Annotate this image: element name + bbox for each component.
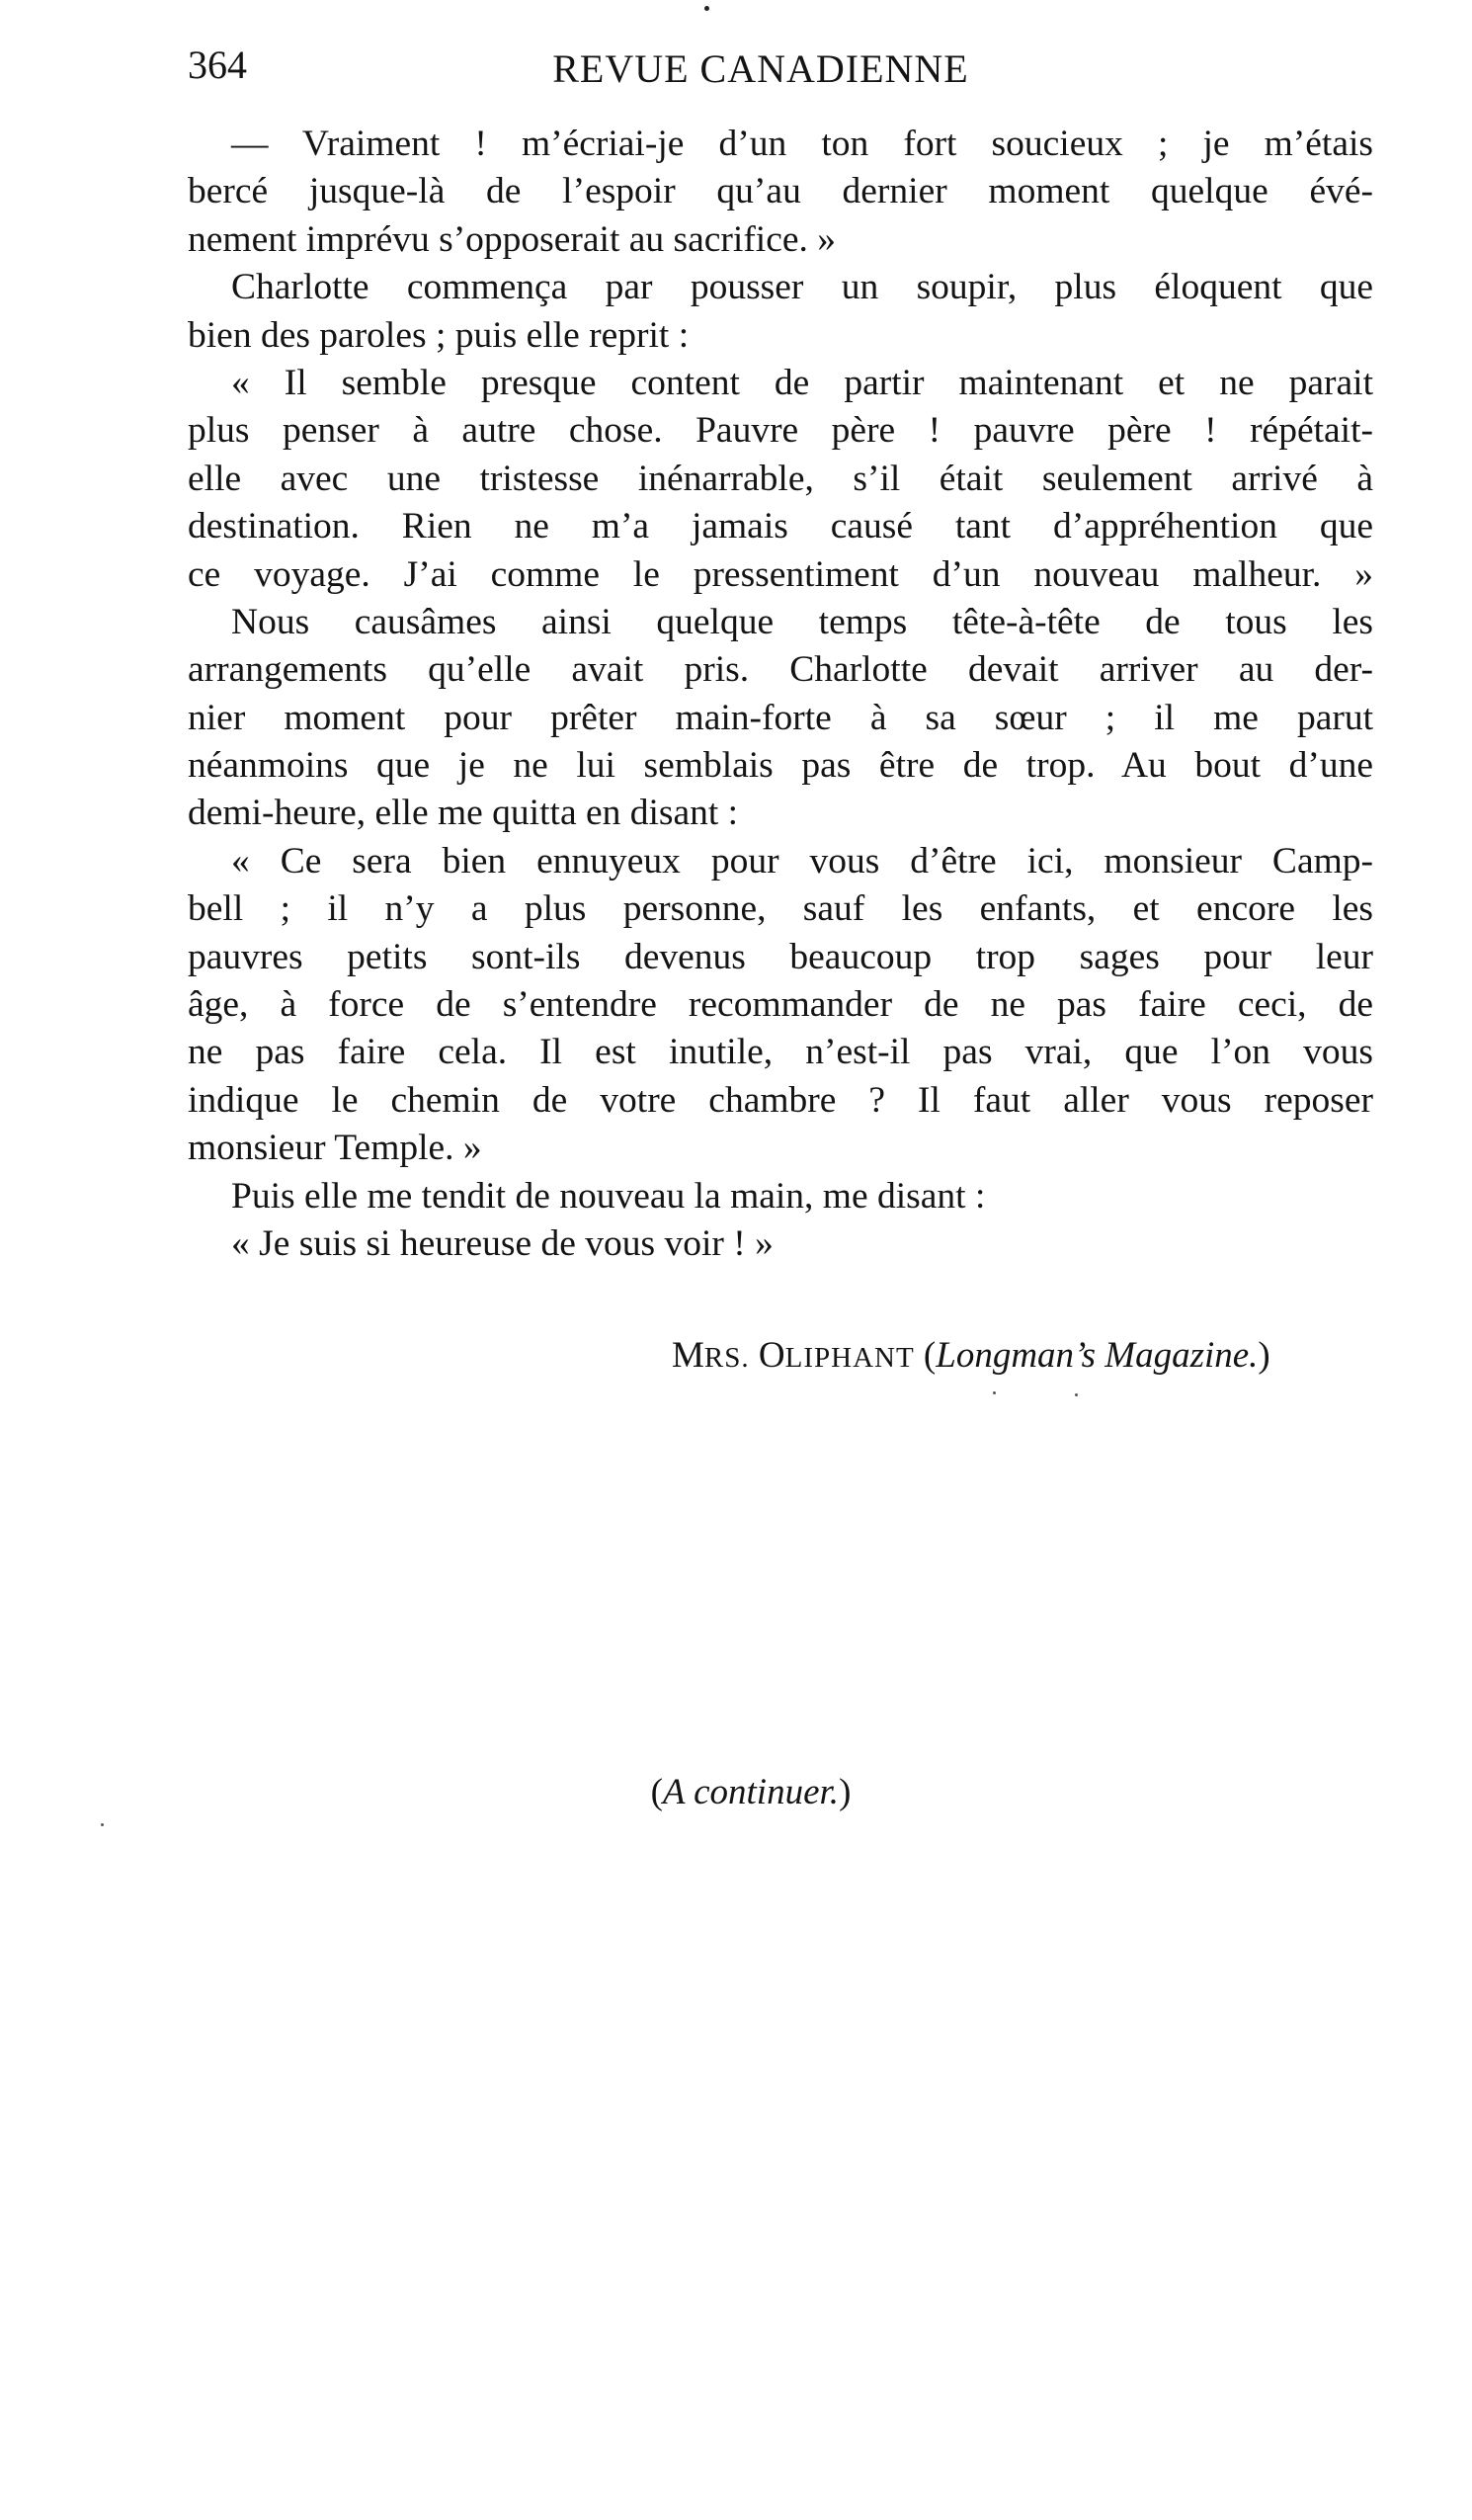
printer-speck (1075, 1393, 1078, 1396)
text-line: Charlotte commença par pousser un soupir, plus éloquent que (231, 267, 1373, 308)
running-title: REVUE CANADIENNE (552, 46, 969, 91)
text-line: nement imprévu s’opposerait au sacrifice. » (188, 218, 837, 260)
text-line: arrangements qu’elle avait pris. Charlotte devait arriver au der- (188, 649, 1373, 691)
author-surname-rest: LIPHANT (784, 1342, 915, 1374)
text-line: âge, à force de s’entendre recommander de ne pas faire ceci, de (188, 984, 1373, 1026)
text-line: nier moment pour prêter main-forte à sa sœur ; il me parut (188, 697, 1373, 738)
attribution (672, 1332, 1270, 1382)
text-line: destination. Rien ne m’a jamais causé tant d’appréhention que (188, 506, 1373, 547)
page-number: 364 (188, 42, 247, 87)
source-title: Longman’s Magazine. (936, 1335, 1259, 1376)
continue-text: A continuer. (662, 1772, 840, 1812)
printer-speck (101, 1823, 104, 1826)
text-line: monsieur Temple. » (188, 1128, 482, 1169)
author-initial: O (758, 1335, 785, 1376)
text-line: demi-heure, elle me quitta en disant : (188, 793, 739, 834)
text-line: — Vraiment ! m’écriai-je d’un ton fort soucieux ; je m’étais (231, 124, 1373, 164)
source-close-paren: ) (1258, 1335, 1270, 1376)
text-line: néanmoins que je ne lui semblais pas être de trop. Au bout d’une (188, 745, 1373, 787)
text-line: ne pas faire cela. Il est inutile, n’est-il pas vrai, que l’on vous (188, 1032, 1373, 1073)
text-line: « Il semble presque content de partir maintenant et ne parait (231, 362, 1373, 403)
text-line: bercé jusque-là de l’espoir qu’au dernier moment quelque évé- (188, 171, 1373, 212)
text-line: bell ; il n’y a plus personne, sauf les enfants, et encore les (188, 888, 1373, 930)
text-line: « Ce sera bien ennuyeux pour vous d’être ici, monsieur Camp- (231, 840, 1373, 882)
text-line: Nous causâmes ainsi quelque temps tête-à-tête de tous les (231, 601, 1373, 642)
text-line: ce voyage. J’ai comme le pressentiment d’un nouveau malheur. » (188, 553, 1373, 595)
continue-close-paren: ) (839, 1772, 852, 1812)
continue-open-paren: ( (650, 1772, 663, 1812)
source-open-paren: ( (923, 1335, 937, 1376)
text-line: pauvres petits sont-ils devenus beaucoup trop sages pour leur (188, 936, 1373, 977)
text-line: indique le chemin de votre chambre ? Il faut aller vous reposer (188, 1079, 1373, 1121)
text-line: « Je suis si heureuse de vous voir ! » (231, 1222, 774, 1264)
text-line: plus penser à autre chose. Pauvre père ! pauvre père ! répétait- (188, 410, 1373, 452)
article-body (188, 121, 1373, 1268)
text-line: elle avec une tristesse inénarrable, s’il était seulement arrivé à (188, 458, 1373, 499)
printer-speck (704, 6, 709, 11)
printer-speck (993, 1391, 996, 1394)
to-be-continued (0, 1769, 1472, 1816)
author-title-rest: RS. (703, 1342, 750, 1374)
text-line: Puis elle me tendit de nouveau la main, me disant : (231, 1175, 986, 1217)
author-initial: M (672, 1335, 704, 1376)
text-line: bien des paroles ; puis elle reprit : (188, 314, 690, 356)
